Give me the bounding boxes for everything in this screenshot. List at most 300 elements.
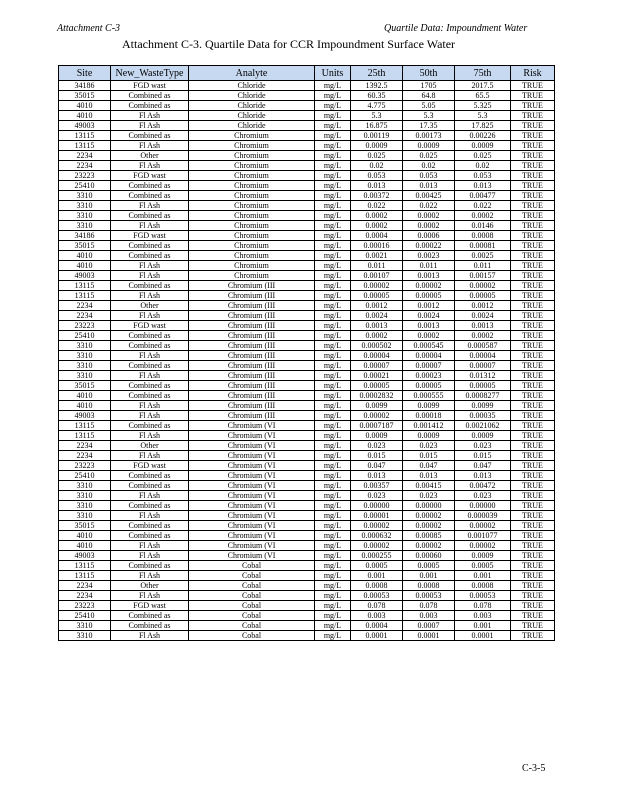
units-cell: mg/L — [315, 351, 351, 361]
waste-type-cell: Other — [111, 301, 189, 311]
p50-cell: 0.0006 — [403, 231, 455, 241]
p25-cell: 0.00372 — [351, 191, 403, 201]
p25-cell: 0.00357 — [351, 481, 403, 491]
waste-type-cell: Combined as — [111, 561, 189, 571]
site-cell: 4010 — [59, 111, 111, 121]
units-cell: mg/L — [315, 121, 351, 131]
table-row — [59, 271, 555, 281]
units-cell: mg/L — [315, 311, 351, 321]
site-cell: 25410 — [59, 181, 111, 191]
table-row — [59, 251, 555, 261]
table-row — [59, 241, 555, 251]
units-cell: mg/L — [315, 271, 351, 281]
table-row — [59, 421, 555, 431]
p50-cell: 0.078 — [403, 601, 455, 611]
waste-type-cell: Other — [111, 151, 189, 161]
risk-cell: TRUE — [511, 151, 555, 161]
risk-cell: TRUE — [511, 461, 555, 471]
p75-cell: 5.3 — [455, 111, 511, 121]
p25-cell: 0.025 — [351, 151, 403, 161]
table-row — [59, 161, 555, 171]
p25-cell: 0.0002 — [351, 211, 403, 221]
col-header-75th: 75th — [455, 66, 511, 81]
p50-cell: 0.0007 — [403, 621, 455, 631]
analyte-cell: Chromium (VI — [189, 471, 315, 481]
waste-type-cell: Fl Ash — [111, 111, 189, 121]
site-cell: 23223 — [59, 601, 111, 611]
units-cell: mg/L — [315, 101, 351, 111]
table-row — [59, 471, 555, 481]
site-cell: 4010 — [59, 261, 111, 271]
units-cell: mg/L — [315, 621, 351, 631]
waste-type-cell: FGD wast — [111, 601, 189, 611]
analyte-cell: Cobal — [189, 561, 315, 571]
p50-cell: 0.053 — [403, 171, 455, 181]
p25-cell: 0.0002 — [351, 221, 403, 231]
site-cell: 13115 — [59, 131, 111, 141]
p25-cell: 0.023 — [351, 441, 403, 451]
p75-cell: 65.5 — [455, 91, 511, 101]
analyte-cell: Chloride — [189, 81, 315, 91]
units-cell: mg/L — [315, 591, 351, 601]
analyte-cell: Chromium (VI — [189, 511, 315, 521]
p50-cell: 0.00022 — [403, 241, 455, 251]
waste-type-cell: Other — [111, 581, 189, 591]
waste-type-cell: Combined as — [111, 341, 189, 351]
units-cell: mg/L — [315, 321, 351, 331]
p50-cell: 0.00005 — [403, 291, 455, 301]
p25-cell: 0.00053 — [351, 591, 403, 601]
units-cell: mg/L — [315, 631, 351, 641]
site-cell: 3310 — [59, 351, 111, 361]
table-row — [59, 611, 555, 621]
table-row — [59, 321, 555, 331]
risk-cell: TRUE — [511, 241, 555, 251]
p25-cell: 0.000255 — [351, 551, 403, 561]
table-row — [59, 631, 555, 641]
table-row — [59, 171, 555, 181]
p50-cell: 0.0005 — [403, 561, 455, 571]
p50-cell: 0.0099 — [403, 401, 455, 411]
p75-cell: 0.00157 — [455, 271, 511, 281]
risk-cell: TRUE — [511, 551, 555, 561]
waste-type-cell: Combined as — [111, 191, 189, 201]
analyte-cell: Chromium — [189, 151, 315, 161]
table-row — [59, 401, 555, 411]
waste-type-cell: Combined as — [111, 91, 189, 101]
p50-cell: 0.00004 — [403, 351, 455, 361]
p25-cell: 0.0002832 — [351, 391, 403, 401]
table-row — [59, 211, 555, 221]
table-row — [59, 341, 555, 351]
analyte-cell: Chromium (VI — [189, 481, 315, 491]
site-cell: 3310 — [59, 621, 111, 631]
site-cell: 35015 — [59, 381, 111, 391]
risk-cell: TRUE — [511, 291, 555, 301]
analyte-cell: Chromium — [189, 221, 315, 231]
units-cell: mg/L — [315, 561, 351, 571]
analyte-cell: Chromium (III — [189, 331, 315, 341]
analyte-cell: Chromium — [189, 141, 315, 151]
p75-cell: 0.078 — [455, 601, 511, 611]
waste-type-cell: Fl Ash — [111, 541, 189, 551]
table-row — [59, 621, 555, 631]
site-cell: 49003 — [59, 551, 111, 561]
risk-cell: TRUE — [511, 91, 555, 101]
table-row — [59, 231, 555, 241]
analyte-cell: Chromium (III — [189, 341, 315, 351]
units-cell: mg/L — [315, 221, 351, 231]
site-cell: 2234 — [59, 451, 111, 461]
units-cell: mg/L — [315, 91, 351, 101]
p25-cell: 0.0009 — [351, 431, 403, 441]
waste-type-cell: Combined as — [111, 241, 189, 251]
p25-cell: 16.875 — [351, 121, 403, 131]
analyte-cell: Cobal — [189, 611, 315, 621]
table-body — [59, 81, 555, 641]
p25-cell: 0.00119 — [351, 131, 403, 141]
p50-cell: 1705 — [403, 81, 455, 91]
risk-cell: TRUE — [511, 321, 555, 331]
site-cell: 3310 — [59, 191, 111, 201]
units-cell: mg/L — [315, 261, 351, 271]
table-row — [59, 461, 555, 471]
units-cell: mg/L — [315, 251, 351, 261]
waste-type-cell: Combined as — [111, 251, 189, 261]
analyte-cell: Chromium (VI — [189, 521, 315, 531]
risk-cell: TRUE — [511, 381, 555, 391]
risk-cell: TRUE — [511, 221, 555, 231]
page-title: Attachment C-3. Quartile Data for CCR Impoundment Surface Water — [122, 37, 456, 51]
waste-type-cell: Combined as — [111, 131, 189, 141]
p50-cell: 0.0001 — [403, 631, 455, 641]
p75-cell: 0.001 — [455, 621, 511, 631]
table-row — [59, 591, 555, 601]
risk-cell: TRUE — [511, 561, 555, 571]
p75-cell: 0.00477 — [455, 191, 511, 201]
p50-cell: 0.0013 — [403, 321, 455, 331]
p50-cell: 0.011 — [403, 261, 455, 271]
col-header-risk: Risk — [511, 66, 555, 81]
table-row — [59, 101, 555, 111]
p25-cell: 0.00002 — [351, 411, 403, 421]
table-row — [59, 391, 555, 401]
p50-cell: 0.023 — [403, 491, 455, 501]
units-cell: mg/L — [315, 481, 351, 491]
p50-cell: 0.00007 — [403, 361, 455, 371]
col-header-units: Units — [315, 66, 351, 81]
waste-type-cell: Fl Ash — [111, 631, 189, 641]
site-cell: 3310 — [59, 371, 111, 381]
p50-cell: 0.00415 — [403, 481, 455, 491]
units-cell: mg/L — [315, 571, 351, 581]
risk-cell: TRUE — [511, 531, 555, 541]
table-row — [59, 451, 555, 461]
site-cell: 23223 — [59, 171, 111, 181]
p25-cell: 4.775 — [351, 101, 403, 111]
p25-cell: 0.00021 — [351, 371, 403, 381]
p50-cell: 0.000545 — [403, 341, 455, 351]
p25-cell: 0.00002 — [351, 281, 403, 291]
table-row — [59, 581, 555, 591]
site-cell: 2234 — [59, 591, 111, 601]
p25-cell: 0.00016 — [351, 241, 403, 251]
risk-cell: TRUE — [511, 81, 555, 91]
p75-cell: 0.00081 — [455, 241, 511, 251]
site-cell: 2234 — [59, 161, 111, 171]
col-header-50th: 50th — [403, 66, 455, 81]
p25-cell: 0.0004 — [351, 231, 403, 241]
p25-cell: 0.011 — [351, 261, 403, 271]
analyte-cell: Cobal — [189, 581, 315, 591]
p25-cell: 0.02 — [351, 161, 403, 171]
p50-cell: 17.35 — [403, 121, 455, 131]
analyte-cell: Chromium — [189, 241, 315, 251]
waste-type-cell: Combined as — [111, 281, 189, 291]
p25-cell: 0.0007187 — [351, 421, 403, 431]
site-cell: 25410 — [59, 331, 111, 341]
table-row — [59, 221, 555, 231]
table-row — [59, 291, 555, 301]
waste-type-cell: Fl Ash — [111, 371, 189, 381]
table-row — [59, 191, 555, 201]
table-row — [59, 511, 555, 521]
site-cell: 34186 — [59, 81, 111, 91]
analyte-cell: Chromium (III — [189, 351, 315, 361]
analyte-cell: Chloride — [189, 101, 315, 111]
units-cell: mg/L — [315, 371, 351, 381]
p75-cell: 0.0146 — [455, 221, 511, 231]
col-header-waste-type: New_WasteType — [111, 66, 189, 81]
p75-cell: 2017.5 — [455, 81, 511, 91]
waste-type-cell: Fl Ash — [111, 591, 189, 601]
analyte-cell: Chromium (VI — [189, 441, 315, 451]
p25-cell: 0.0009 — [351, 141, 403, 151]
risk-cell: TRUE — [511, 371, 555, 381]
waste-type-cell: Combined as — [111, 621, 189, 631]
col-header-site: Site — [59, 66, 111, 81]
units-cell: mg/L — [315, 491, 351, 501]
waste-type-cell: Combined as — [111, 471, 189, 481]
waste-type-cell: Combined as — [111, 501, 189, 511]
table-row — [59, 201, 555, 211]
site-cell: 13115 — [59, 421, 111, 431]
units-cell: mg/L — [315, 331, 351, 341]
p75-cell: 0.025 — [455, 151, 511, 161]
table-row — [59, 281, 555, 291]
risk-cell: TRUE — [511, 231, 555, 241]
site-cell: 3310 — [59, 361, 111, 371]
risk-cell: TRUE — [511, 301, 555, 311]
risk-cell: TRUE — [511, 251, 555, 261]
p50-cell: 0.015 — [403, 451, 455, 461]
units-cell: mg/L — [315, 551, 351, 561]
p75-cell: 5.325 — [455, 101, 511, 111]
p25-cell: 0.00005 — [351, 291, 403, 301]
site-cell: 13115 — [59, 291, 111, 301]
analyte-cell: Chromium (III — [189, 381, 315, 391]
p75-cell: 0.00002 — [455, 521, 511, 531]
analyte-cell: Chromium (VI — [189, 421, 315, 431]
p75-cell: 0.011 — [455, 261, 511, 271]
table-row — [59, 441, 555, 451]
analyte-cell: Chromium — [189, 191, 315, 201]
p75-cell: 0.0002 — [455, 331, 511, 341]
risk-cell: TRUE — [511, 211, 555, 221]
p50-cell: 64.8 — [403, 91, 455, 101]
waste-type-cell: Fl Ash — [111, 351, 189, 361]
table-row — [59, 521, 555, 531]
p25-cell: 0.00000 — [351, 501, 403, 511]
units-cell: mg/L — [315, 501, 351, 511]
risk-cell: TRUE — [511, 191, 555, 201]
risk-cell: TRUE — [511, 281, 555, 291]
waste-type-cell: Fl Ash — [111, 451, 189, 461]
waste-type-cell: Fl Ash — [111, 491, 189, 501]
table-row — [59, 301, 555, 311]
risk-cell: TRUE — [511, 361, 555, 371]
units-cell: mg/L — [315, 211, 351, 221]
p50-cell: 0.00000 — [403, 501, 455, 511]
site-cell: 2234 — [59, 311, 111, 321]
analyte-cell: Chromium (VI — [189, 501, 315, 511]
p25-cell: 0.023 — [351, 491, 403, 501]
site-cell: 49003 — [59, 271, 111, 281]
units-cell: mg/L — [315, 471, 351, 481]
risk-cell: TRUE — [511, 491, 555, 501]
site-cell: 4010 — [59, 391, 111, 401]
analyte-cell: Chromium (III — [189, 281, 315, 291]
risk-cell: TRUE — [511, 431, 555, 441]
waste-type-cell: Fl Ash — [111, 201, 189, 211]
p50-cell: 0.0024 — [403, 311, 455, 321]
risk-cell: TRUE — [511, 271, 555, 281]
p75-cell: 0.0013 — [455, 321, 511, 331]
table-row — [59, 381, 555, 391]
p25-cell: 0.000502 — [351, 341, 403, 351]
table-row — [59, 261, 555, 271]
p25-cell: 0.000632 — [351, 531, 403, 541]
units-cell: mg/L — [315, 301, 351, 311]
table-row — [59, 181, 555, 191]
table-row — [59, 491, 555, 501]
waste-type-cell: Combined as — [111, 211, 189, 221]
site-cell: 4010 — [59, 251, 111, 261]
p75-cell: 0.023 — [455, 441, 511, 451]
waste-type-cell: Fl Ash — [111, 511, 189, 521]
p25-cell: 0.001 — [351, 571, 403, 581]
p75-cell: 0.0008277 — [455, 391, 511, 401]
p50-cell: 0.0009 — [403, 141, 455, 151]
p75-cell: 0.0005 — [455, 561, 511, 571]
analyte-cell: Cobal — [189, 601, 315, 611]
units-cell: mg/L — [315, 541, 351, 551]
p50-cell: 0.02 — [403, 161, 455, 171]
p25-cell: 0.00001 — [351, 511, 403, 521]
risk-cell: TRUE — [511, 311, 555, 321]
p75-cell: 0.00035 — [455, 411, 511, 421]
p25-cell: 0.013 — [351, 471, 403, 481]
analyte-cell: Chromium (III — [189, 411, 315, 421]
analyte-cell: Chloride — [189, 111, 315, 121]
units-cell: mg/L — [315, 281, 351, 291]
table-row — [59, 331, 555, 341]
units-cell: mg/L — [315, 171, 351, 181]
p75-cell: 0.0008 — [455, 231, 511, 241]
waste-type-cell: FGD wast — [111, 171, 189, 181]
site-cell: 13115 — [59, 141, 111, 151]
site-cell: 49003 — [59, 121, 111, 131]
analyte-cell: Chromium (III — [189, 311, 315, 321]
table-row — [59, 81, 555, 91]
p25-cell: 60.35 — [351, 91, 403, 101]
analyte-cell: Chromium — [189, 181, 315, 191]
table-row — [59, 561, 555, 571]
p75-cell: 0.023 — [455, 491, 511, 501]
p25-cell: 1392.5 — [351, 81, 403, 91]
risk-cell: TRUE — [511, 261, 555, 271]
p75-cell: 0.02 — [455, 161, 511, 171]
risk-cell: TRUE — [511, 121, 555, 131]
analyte-cell: Chromium (VI — [189, 451, 315, 461]
units-cell: mg/L — [315, 581, 351, 591]
p50-cell: 0.00060 — [403, 551, 455, 561]
analyte-cell: Chromium — [189, 171, 315, 181]
p25-cell: 0.003 — [351, 611, 403, 621]
p50-cell: 0.013 — [403, 471, 455, 481]
waste-type-cell: Fl Ash — [111, 571, 189, 581]
analyte-cell: Chromium (III — [189, 291, 315, 301]
quartile-table — [58, 65, 555, 641]
p75-cell: 0.00053 — [455, 591, 511, 601]
site-cell: 25410 — [59, 611, 111, 621]
p75-cell: 0.003 — [455, 611, 511, 621]
p50-cell: 0.025 — [403, 151, 455, 161]
p75-cell: 0.00002 — [455, 541, 511, 551]
analyte-cell: Chromium (III — [189, 371, 315, 381]
analyte-cell: Chromium (VI — [189, 431, 315, 441]
p25-cell: 0.053 — [351, 171, 403, 181]
table-row — [59, 531, 555, 541]
risk-cell: TRUE — [511, 521, 555, 531]
p75-cell: 17.825 — [455, 121, 511, 131]
units-cell: mg/L — [315, 521, 351, 531]
waste-type-cell: Fl Ash — [111, 431, 189, 441]
risk-cell: TRUE — [511, 451, 555, 461]
analyte-cell: Chloride — [189, 91, 315, 101]
risk-cell: TRUE — [511, 141, 555, 151]
p50-cell: 0.013 — [403, 181, 455, 191]
p50-cell: 0.0009 — [403, 431, 455, 441]
p50-cell: 0.0002 — [403, 211, 455, 221]
waste-type-cell: FGD wast — [111, 81, 189, 91]
header-row — [59, 66, 555, 81]
units-cell: mg/L — [315, 181, 351, 191]
table-row — [59, 571, 555, 581]
risk-cell: TRUE — [511, 541, 555, 551]
waste-type-cell: Combined as — [111, 531, 189, 541]
p50-cell: 0.00002 — [403, 541, 455, 551]
p50-cell: 0.0013 — [403, 271, 455, 281]
units-cell: mg/L — [315, 421, 351, 431]
p75-cell: 0.0012 — [455, 301, 511, 311]
p75-cell: 0.0009 — [455, 431, 511, 441]
site-cell: 4010 — [59, 101, 111, 111]
p75-cell: 0.0024 — [455, 311, 511, 321]
analyte-cell: Chromium (VI — [189, 551, 315, 561]
site-cell: 35015 — [59, 521, 111, 531]
units-cell: mg/L — [315, 601, 351, 611]
